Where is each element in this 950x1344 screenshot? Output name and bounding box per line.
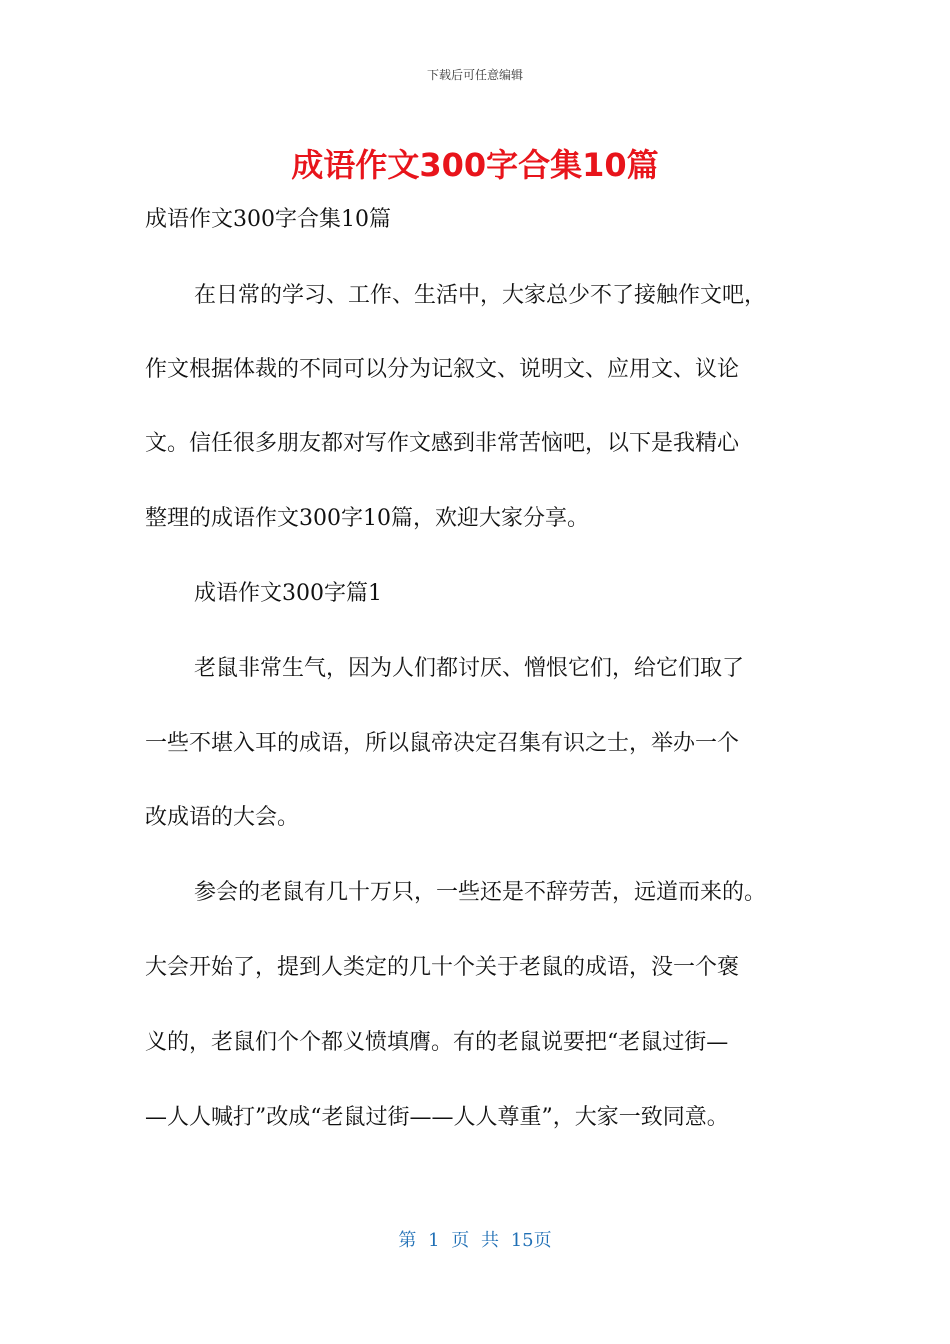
- page-number-footer: 第 1 页 共 15页: [398, 1230, 552, 1251]
- paragraph-line: 改成语的大会。: [145, 805, 300, 830]
- paragraph-line: 整理的成语作文300字10篇，欢迎大家分享。: [145, 506, 589, 531]
- paragraph-line: 一些不堪入耳的成语，所以鼠帝决定召集有识之士，举办一个: [145, 731, 740, 756]
- paragraph-line: 义的，老鼠们个个都义愤填膺。有的老鼠说要把“老鼠过街—: [145, 1030, 729, 1055]
- header-note: 下载后可任意编辑: [426, 68, 523, 82]
- document-title: 成语作文300字合集10篇: [291, 146, 659, 184]
- paragraph-line: 文。信任很多朋友都对写作文感到非常苦恼吧，以下是我精心: [145, 431, 740, 456]
- subtitle-line: 成语作文300字合集10篇: [145, 207, 391, 232]
- section-heading: 成语作文300字篇1: [194, 581, 382, 606]
- paragraph-line: —人人喊打”改成“老鼠过街——人人尊重”，大家一致同意。: [145, 1105, 729, 1130]
- paragraph-line: 作文根据体裁的不同可以分为记叙文、说明文、应用文、议论: [145, 357, 740, 382]
- paragraph-line: 大会开始了，提到人类定的几十个关于老鼠的成语，没一个褒: [145, 955, 740, 980]
- paragraph-line: 在日常的学习、工作、生活中，大家总少不了接触作文吧，: [194, 283, 767, 308]
- paragraph-line: 老鼠非常生气，因为人们都讨厌、憎恨它们，给它们取了: [194, 656, 745, 681]
- paragraph-line: 参会的老鼠有几十万只，一些还是不辞劳苦，远道而来的。: [194, 880, 767, 905]
